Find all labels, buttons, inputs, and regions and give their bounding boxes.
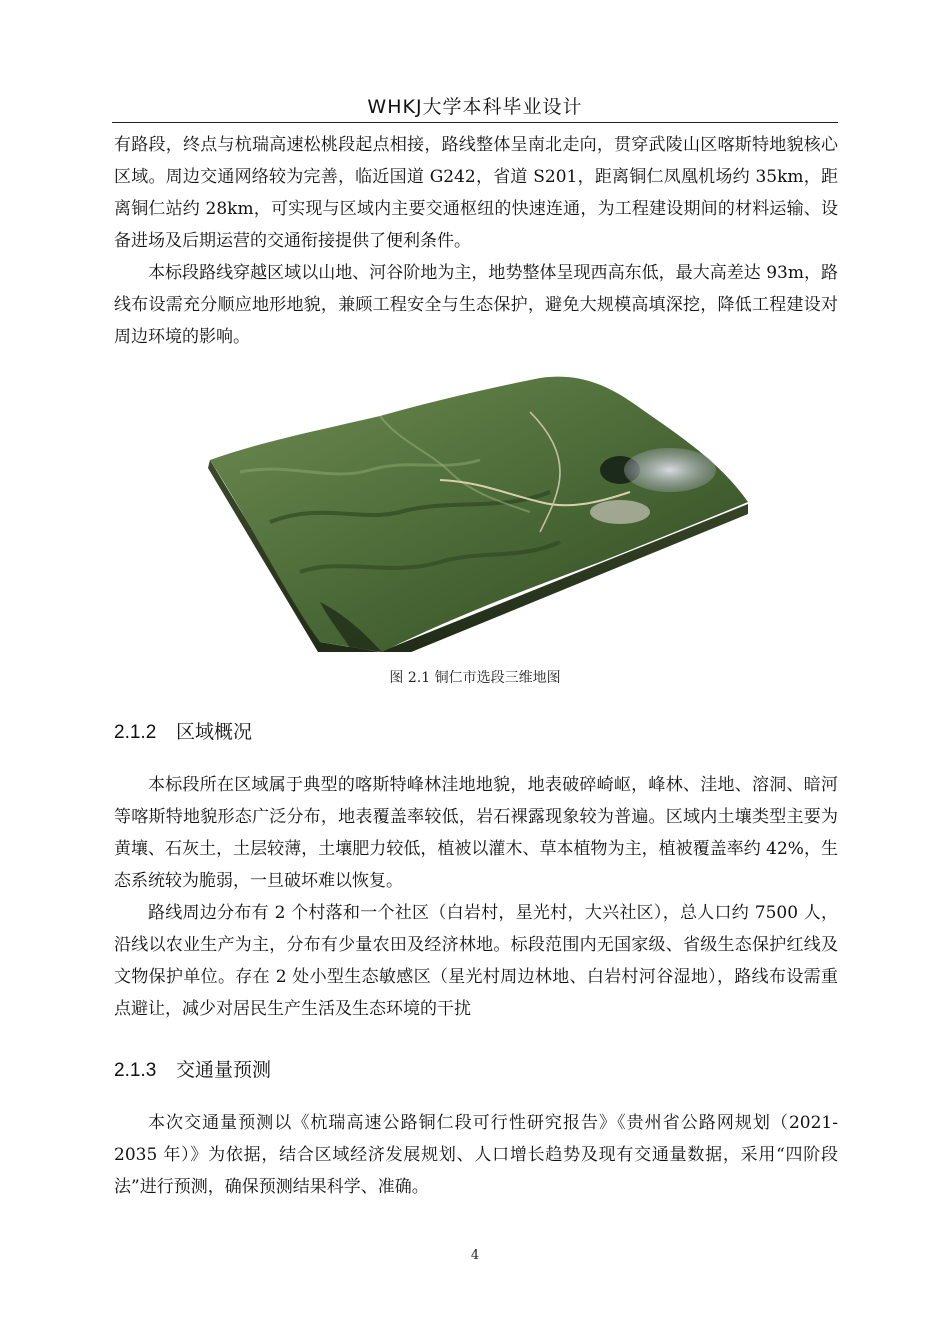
paragraph-traffic-forecast: 本次交通量预测以《杭瑞高速公路铜仁段可行性研究报告》《贵州省公路网规划（2021-2035 年）》为依据，结合区域经济发展规划、人口增长趋势及现有交通量数据，采用“四阶段法”进行预测，确保预测结果科学、准确。 — [114, 1113, 838, 1197]
paragraph-regional-overview: 本标段所在区域属于典型的喀斯特峰林洼地地貌，地表破碎崎岖，峰林、洼地、溶洞、暗河等喀斯特地貌形态广泛分布，地表覆盖率较低，岩石裸露现象较为普遍。区域内土壤类型主要为黄壤、石灰土，土层较薄，土壤肥力较低，植被以灌木、草本植物为主，植被覆盖率约 42%，生态系统较为脆弱，一旦破坏难以恢复。 — [114, 775, 838, 891]
section-heading-2-1-3 — [114, 1055, 271, 1082]
section-heading-2-1-2 — [114, 717, 252, 744]
section-number: 2.1.3 — [114, 1060, 157, 1081]
terrain-3d-map-image — [200, 352, 760, 652]
paragraph-terrain: 本标段路线穿越区域以山地、河谷阶地为主，地势整体呈现西高东低，最大高差达 93m，路线布设需充分顺应地形地貌，兼顾工程安全与生态保护，避免大规模高填深挖，降低工程建设对周边环境的影响。 — [114, 263, 838, 347]
section-title: 区域概况 — [176, 721, 253, 743]
section-number: 2.1.2 — [114, 722, 157, 743]
paragraph-population: 路线周边分布有 2 个村落和一个社区（白岩村，星光村，大兴社区），总人口约 7500 人，沿线以农业生产为主，分布有少量农田及经济林地。标段范围内无国家级、省级生态保护红线及文物保护单位。存在 2 处小型生态敏感区（星光村周边林地、白岩村河谷湿地），路线布设需重点避让，减少对居民生产生活及生态环境的干扰 — [114, 903, 838, 1019]
paragraph-location: 有路段，终点与杭瑞高速松桃段起点相接，路线整体呈南北走向，贯穿武陵山区喀斯特地貌核心区域。周边交通网络较为完善，临近国道 G242，省道 S201，距离铜仁凤凰机场约 35km，距离铜仁站约 28km，可实现与区域内主要交通枢纽的快速连通，为工程建设期间的材料运输、设备进场及后期运营的交通衔接提供了便利条件。 — [114, 135, 838, 251]
header-divider — [112, 122, 838, 123]
figure-caption: 图 2.1 铜仁市选段三维地图 — [389, 670, 561, 686]
page-header-title: WHKJ大学本科毕业设计 — [367, 96, 583, 118]
page-number: 4 — [470, 1248, 480, 1263]
section-title: 交通量预测 — [176, 1059, 272, 1081]
